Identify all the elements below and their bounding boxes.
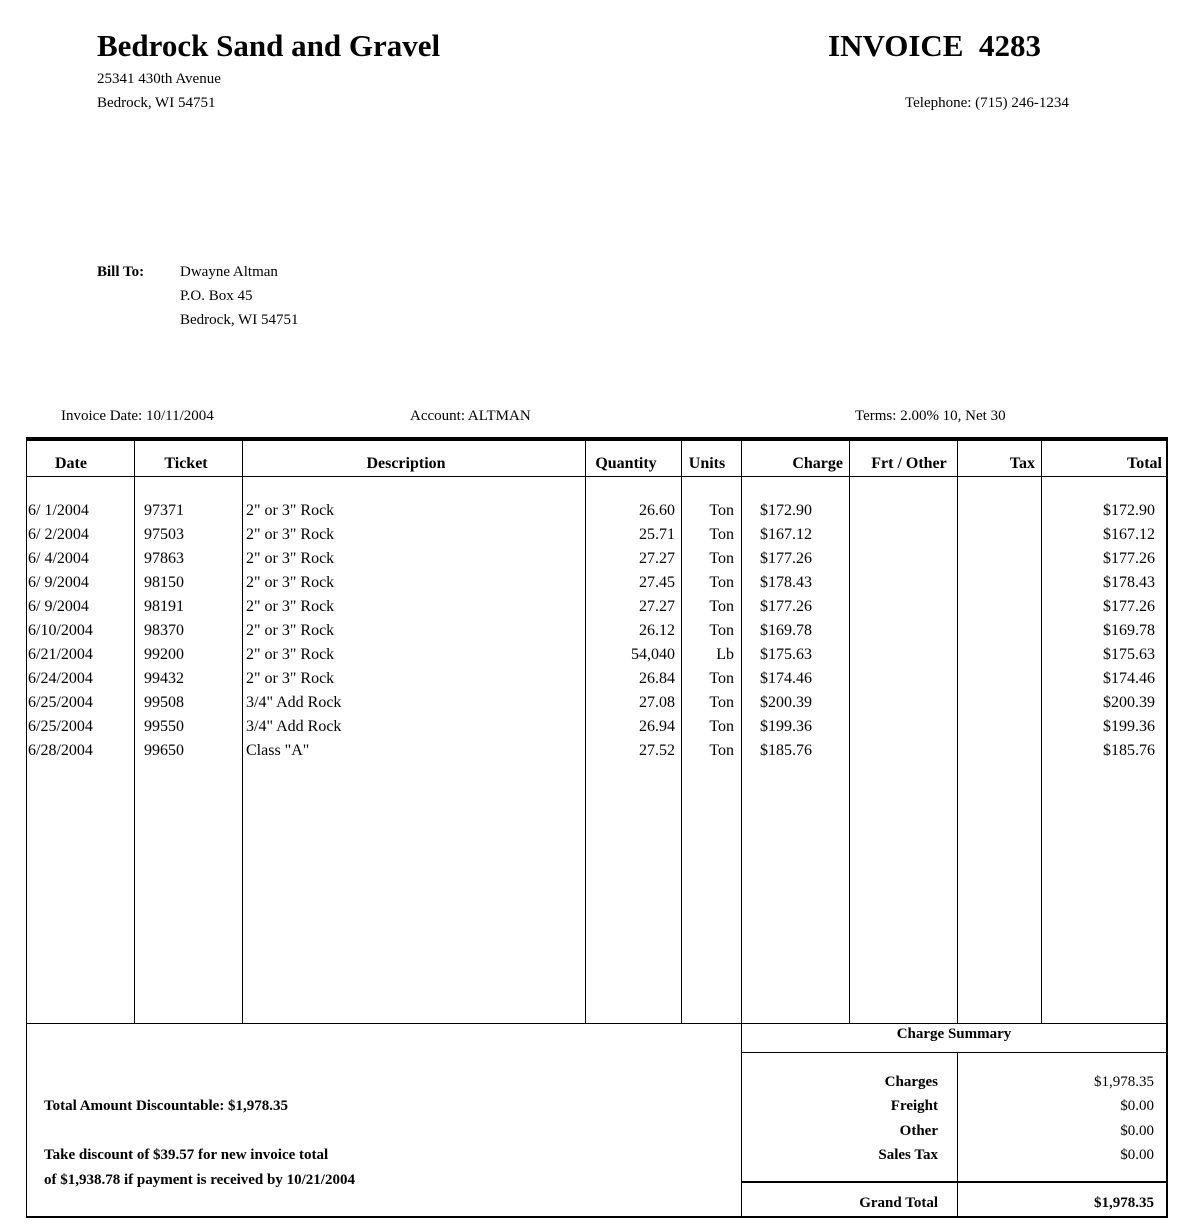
table-top-rule xyxy=(26,437,1168,441)
cell-desc: 2" or 3" Rock xyxy=(246,598,335,615)
summary-divider xyxy=(957,1052,958,1218)
cell-charge: $169.78 xyxy=(760,622,812,639)
cell-ticket: 97371 xyxy=(144,502,184,519)
cell-units: Ton xyxy=(709,550,734,567)
cell-qty: 26.84 xyxy=(639,670,675,687)
charges-value: $1,978.35 xyxy=(1094,1074,1154,1090)
cell-units: Lb xyxy=(716,646,734,663)
cell-ticket: 99508 xyxy=(144,694,184,711)
col-divider xyxy=(849,440,850,1024)
sales-tax-value: $0.00 xyxy=(1120,1147,1154,1163)
col-header-total: Total xyxy=(1127,455,1162,472)
cell-total: $200.39 xyxy=(1103,694,1155,711)
col-divider xyxy=(242,440,243,1024)
cell-units: Ton xyxy=(709,718,734,735)
cell-desc: 3/4" Add Rock xyxy=(246,718,342,735)
cell-desc: 2" or 3" Rock xyxy=(246,526,335,543)
cell-total: $174.46 xyxy=(1103,670,1155,687)
bill-to-address2: Bedrock, WI 54751 xyxy=(180,312,299,328)
bill-to-address1: P.O. Box 45 xyxy=(180,288,253,304)
cell-total: $169.78 xyxy=(1103,622,1155,639)
other-label: Other xyxy=(899,1123,938,1139)
cell-units: Ton xyxy=(709,694,734,711)
col-header-tax: Tax xyxy=(1009,455,1035,472)
cell-units: Ton xyxy=(709,574,734,591)
cell-desc: 2" or 3" Rock xyxy=(246,574,335,591)
invoice-date: Invoice Date: 10/11/2004 xyxy=(61,408,214,424)
cell-desc: 2" or 3" Rock xyxy=(246,646,335,663)
col-header-description: Description xyxy=(366,455,446,472)
cell-units: Ton xyxy=(709,742,734,759)
cell-units: Ton xyxy=(709,598,734,615)
company-address2: Bedrock, WI 54751 xyxy=(97,95,216,111)
cell-charge: $177.26 xyxy=(760,598,812,615)
cell-ticket: 99650 xyxy=(144,742,184,759)
cell-charge: $185.76 xyxy=(760,742,812,759)
company-name: Bedrock Sand and Gravel xyxy=(97,28,441,63)
cell-units: Ton xyxy=(709,670,734,687)
col-divider xyxy=(134,440,135,1024)
cell-qty: 26.94 xyxy=(639,718,675,735)
charges-label: Charges xyxy=(884,1074,938,1090)
cell-qty: 26.12 xyxy=(639,622,675,639)
total-discountable: Total Amount Discountable: $1,978.35 xyxy=(44,1098,289,1114)
bill-to-name: Dwayne Altman xyxy=(180,264,278,280)
col-divider xyxy=(957,440,958,1024)
cell-date: 6/28/2004 xyxy=(28,742,93,759)
table-bottom-rule xyxy=(26,1216,1168,1218)
invoice-number: 4283 xyxy=(978,28,1041,63)
cell-date: 6/ 9/2004 xyxy=(28,574,89,591)
cell-desc: 3/4" Add Rock xyxy=(246,694,342,711)
cell-total: $178.43 xyxy=(1103,574,1155,591)
cell-qty: 25.71 xyxy=(639,526,675,543)
cell-charge: $174.46 xyxy=(760,670,812,687)
cell-charge: $200.39 xyxy=(760,694,812,711)
cell-date: 6/24/2004 xyxy=(28,670,93,687)
cell-units: Ton xyxy=(709,502,734,519)
cell-desc: 2" or 3" Rock xyxy=(246,670,335,687)
cell-total: $175.63 xyxy=(1103,646,1155,663)
cell-qty: 27.27 xyxy=(639,598,675,615)
cell-charge: $167.12 xyxy=(760,526,812,543)
cell-ticket: 99432 xyxy=(144,670,184,687)
cell-ticket: 99200 xyxy=(144,646,184,663)
header-rule xyxy=(26,476,1168,477)
cell-ticket: 99550 xyxy=(144,718,184,735)
body-rule xyxy=(26,1023,1168,1024)
other-value: $0.00 xyxy=(1120,1123,1154,1139)
cell-total: $199.36 xyxy=(1103,718,1155,735)
cell-total: $177.26 xyxy=(1103,550,1155,567)
cell-units: Ton xyxy=(709,526,734,543)
cell-ticket: 98370 xyxy=(144,622,184,639)
invoice-label: INVOICE xyxy=(828,28,964,63)
discount-line2: of $1,938.78 if payment is received by 10/21/2004 xyxy=(44,1172,355,1188)
cell-date: 6/ 2/2004 xyxy=(28,526,89,543)
col-header-frt-other: Frt / Other xyxy=(871,455,947,472)
company-address1: 25341 430th Avenue xyxy=(97,71,221,87)
cell-ticket: 98191 xyxy=(144,598,184,615)
table-left-border xyxy=(26,437,27,1218)
cell-date: 6/ 9/2004 xyxy=(28,598,89,615)
freight-label: Freight xyxy=(890,1098,938,1114)
cell-ticket: 97863 xyxy=(144,550,184,567)
cell-charge: $172.90 xyxy=(760,502,812,519)
cell-date: 6/10/2004 xyxy=(28,622,93,639)
col-divider xyxy=(741,440,742,1218)
cell-total: $177.26 xyxy=(1103,598,1155,615)
cell-charge: $177.26 xyxy=(760,550,812,567)
cell-charge: $178.43 xyxy=(760,574,812,591)
cell-qty: 27.08 xyxy=(639,694,675,711)
invoice-title xyxy=(828,28,1041,64)
col-header-ticket: Ticket xyxy=(164,455,208,472)
cell-charge: $175.63 xyxy=(760,646,812,663)
cell-desc: 2" or 3" Rock xyxy=(246,502,335,519)
cell-qty: 27.52 xyxy=(639,742,675,759)
account: Account: ALTMAN xyxy=(410,408,531,424)
cell-desc: 2" or 3" Rock xyxy=(246,550,335,567)
discount-line1: Take discount of $39.57 for new invoice total xyxy=(44,1147,329,1163)
cell-ticket: 97503 xyxy=(144,526,184,543)
cell-date: 6/25/2004 xyxy=(28,718,93,735)
cell-date: 6/25/2004 xyxy=(28,694,93,711)
cell-date: 6/21/2004 xyxy=(28,646,93,663)
cell-desc: 2" or 3" Rock xyxy=(246,622,335,639)
freight-value: $0.00 xyxy=(1120,1098,1154,1114)
cell-ticket: 98150 xyxy=(144,574,184,591)
grand-total-value: $1,978.35 xyxy=(1094,1195,1154,1211)
grand-total-label: Grand Total xyxy=(859,1195,938,1211)
cell-total: $172.90 xyxy=(1103,502,1155,519)
terms: Terms: 2.00% 10, Net 30 xyxy=(855,408,1006,424)
cell-charge: $199.36 xyxy=(760,718,812,735)
telephone: Telephone: (715) 246-1234 xyxy=(905,95,1069,111)
cell-qty: 27.27 xyxy=(639,550,675,567)
col-header-charge: Charge xyxy=(792,455,843,472)
grand-total-rule xyxy=(741,1181,1167,1183)
cell-total: $167.12 xyxy=(1103,526,1155,543)
summary-rule xyxy=(741,1052,1167,1053)
cell-total: $185.76 xyxy=(1103,742,1155,759)
col-header-units: Units xyxy=(688,455,726,472)
cell-units: Ton xyxy=(709,622,734,639)
col-header-quantity: Quantity xyxy=(595,455,657,472)
cell-qty: 54,040 xyxy=(631,646,675,663)
bill-to-label: Bill To: xyxy=(97,264,145,280)
cell-desc: Class "A" xyxy=(246,742,310,759)
sales-tax-label: Sales Tax xyxy=(878,1147,938,1163)
table-right-border xyxy=(1166,437,1168,1218)
cell-date: 6/ 4/2004 xyxy=(28,550,89,567)
charge-summary-title: Charge Summary xyxy=(896,1026,1012,1042)
cell-date: 6/ 1/2004 xyxy=(28,502,89,519)
col-header-date: Date xyxy=(55,455,87,472)
cell-qty: 26.60 xyxy=(639,502,675,519)
cell-qty: 27.45 xyxy=(639,574,675,591)
